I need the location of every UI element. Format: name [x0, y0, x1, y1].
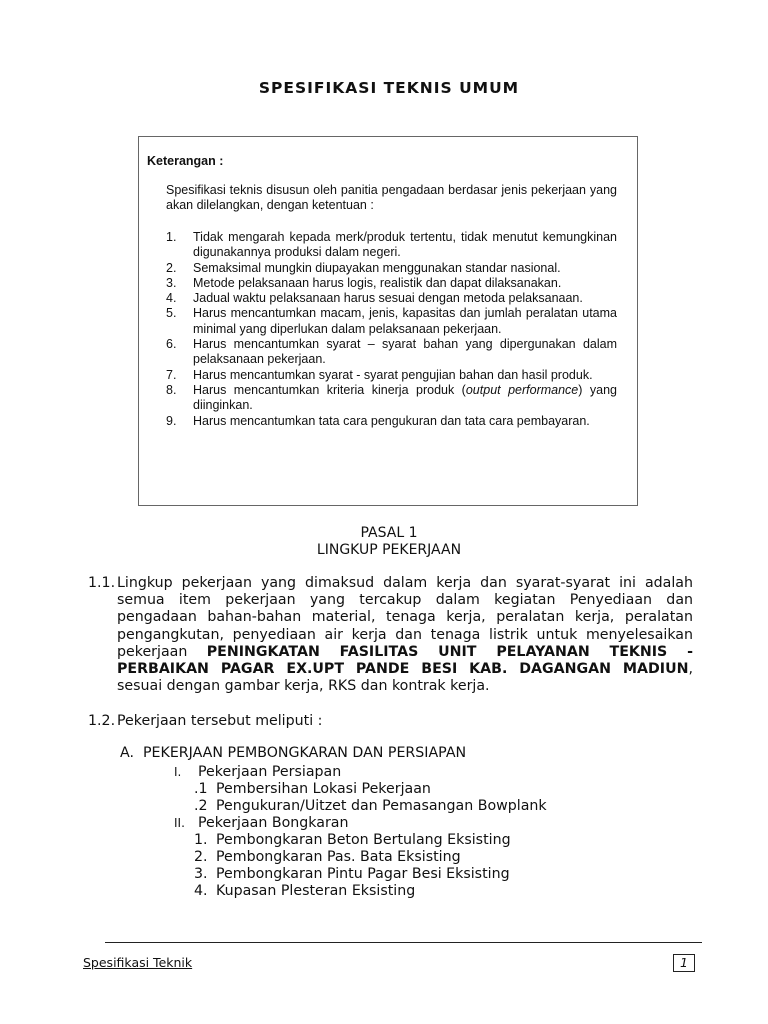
- section-marker: 1.1.: [88, 575, 116, 591]
- note-item: [166, 368, 617, 383]
- note-item-number: 9.: [166, 413, 177, 428]
- work-item: [194, 849, 461, 866]
- work-item-text: Kupasan Plesteran Eksisting: [216, 883, 416, 899]
- work-section-marker: A.: [120, 745, 134, 761]
- work-group-title: Pekerjaan Bongkaran: [198, 815, 349, 831]
- work-item: [194, 883, 415, 900]
- note-item-number: 2.: [166, 260, 177, 275]
- note-item-text: Tidak mengarah kepada merk/produk tertentu, tidak menutut kemungkinan digunakannya produksi dalam negeri.: [193, 230, 617, 260]
- note-item: [166, 230, 617, 261]
- work-group-marker: I.: [174, 765, 182, 779]
- section-text: Lingkup pekerjaan yang dimaksud dalam kerja dan syarat-syarat ini adalah semua item pekerjaan yang tercakup dalam kegiatan Penyediaan dan pengadaan bahan-bahan material, tenaga kerja, peralatan kerja, peralatan pengangkutan, penyediaan air kerja dan tenaga listrik untuk menyelesaikan pekerjaan: [117, 575, 693, 660]
- note-item-number: 7.: [166, 367, 177, 382]
- note-item-text: Harus mencantumkan macam, jenis, kapasitas dan jumlah peralatan utama minimal yang diperlukan dalam pelaksanaan pekerjaan.: [193, 306, 617, 336]
- note-item-text: Jadual waktu pelaksanaan harus sesuai dengan metoda pelaksanaan.: [193, 291, 583, 306]
- note-list: [166, 230, 617, 429]
- work-item: [194, 781, 431, 798]
- note-item-number: 4.: [166, 291, 177, 306]
- page-number: 1: [673, 954, 695, 972]
- section-marker: 1.2.: [88, 713, 116, 729]
- work-group-title: Pekerjaan Persiapan: [198, 764, 342, 780]
- work-section-a: [120, 745, 466, 762]
- work-item-marker: 1.: [194, 832, 208, 848]
- note-item-text: Harus mencantumkan tata cara pengukuran dan tata cara pembayaran.: [193, 413, 590, 428]
- note-item-number: 6.: [166, 337, 177, 352]
- work-group-marker: II.: [174, 816, 185, 830]
- note-item-text: Semaksimal mungkin diupayakan menggunakan standar nasional.: [193, 260, 561, 275]
- work-item: [194, 832, 511, 849]
- note-item-text: Harus mencantumkan kriteria kinerja produk (: [193, 382, 466, 397]
- footer-divider: [105, 942, 702, 943]
- pasal-title: LINGKUP PEKERJAAN: [316, 542, 462, 558]
- note-item-text: Harus mencantumkan syarat - syarat pengujian bahan dan hasil produk.: [193, 367, 593, 382]
- note-item: [166, 261, 617, 276]
- note-item-text: Harus mencantumkan syarat – syarat bahan yang dipergunakan dalam pelaksanaan pekerjaan.: [193, 337, 617, 367]
- section-1-1: [88, 575, 693, 695]
- note-intro: Spesifikasi teknis disusun oleh panitia pengadaan berdasar jenis pekerjaan yang akan dilelangkan, dengan ketentuan :: [166, 183, 617, 213]
- footer-label: Spesifikasi Teknik: [83, 955, 193, 970]
- work-section-title: PEKERJAAN PEMBONGKARAN DAN PERSIAPAN: [143, 745, 467, 761]
- work-group: [174, 764, 341, 781]
- section-text: , sesuai dengan gambar kerja, RKS dan kontrak kerja.: [117, 661, 693, 695]
- note-item: [166, 337, 617, 368]
- work-item-text: Pembongkaran Pas. Bata Eksisting: [216, 849, 461, 865]
- work-item-text: Pembongkaran Beton Bertulang Eksisting: [216, 832, 511, 848]
- document-title: SPESIFIKASI TEKNIS UMUM: [258, 79, 520, 97]
- note-item-number: 3.: [166, 275, 177, 290]
- work-item-text: Pembersihan Lokasi Pekerjaan: [216, 781, 431, 797]
- note-item-number: 8.: [166, 382, 177, 397]
- note-item-number: 1.: [166, 230, 177, 244]
- note-item: [166, 291, 617, 306]
- note-item-italic-term: output performance: [465, 382, 579, 397]
- work-item-marker: 4.: [194, 883, 208, 899]
- section-1-2: [88, 713, 322, 730]
- work-item: [194, 798, 547, 815]
- pasal-number: PASAL 1: [360, 525, 418, 541]
- work-item-marker: 3.: [194, 866, 208, 882]
- work-item-marker: .1: [194, 781, 208, 797]
- note-heading: Keterangan :: [147, 154, 224, 168]
- note-item-text: Metode pelaksanaan harus logis, realistik dan dapat dilaksanakan.: [193, 275, 562, 290]
- work-item-text: Pengukuran/Uitzet dan Pemasangan Bowplank: [216, 798, 547, 814]
- work-item-marker: 2.: [194, 849, 208, 865]
- work-item-marker: .2: [194, 798, 208, 814]
- work-item-text: Pembongkaran Pintu Pagar Besi Eksisting: [216, 866, 510, 882]
- section-text: Pekerjaan tersebut meliputi :: [117, 713, 323, 729]
- note-item: [166, 414, 617, 429]
- work-group: [174, 815, 348, 832]
- note-item-text: ) yang diinginkan.: [193, 382, 618, 413]
- note-box: [138, 136, 638, 506]
- work-item: [194, 866, 510, 883]
- note-item: [166, 383, 617, 414]
- project-name: PENINGKATAN FASILITAS UNIT PELAYANAN TEKNIS -PERBAIKAN PAGAR EX.UPT PANDE BESI KAB. DAGANGAN MADIUN: [117, 643, 693, 678]
- section-1-1-body: [117, 575, 693, 695]
- note-item-number: 5.: [166, 306, 177, 321]
- note-item: [166, 276, 617, 291]
- pasal-heading: [0, 525, 768, 559]
- note-item: [166, 306, 617, 337]
